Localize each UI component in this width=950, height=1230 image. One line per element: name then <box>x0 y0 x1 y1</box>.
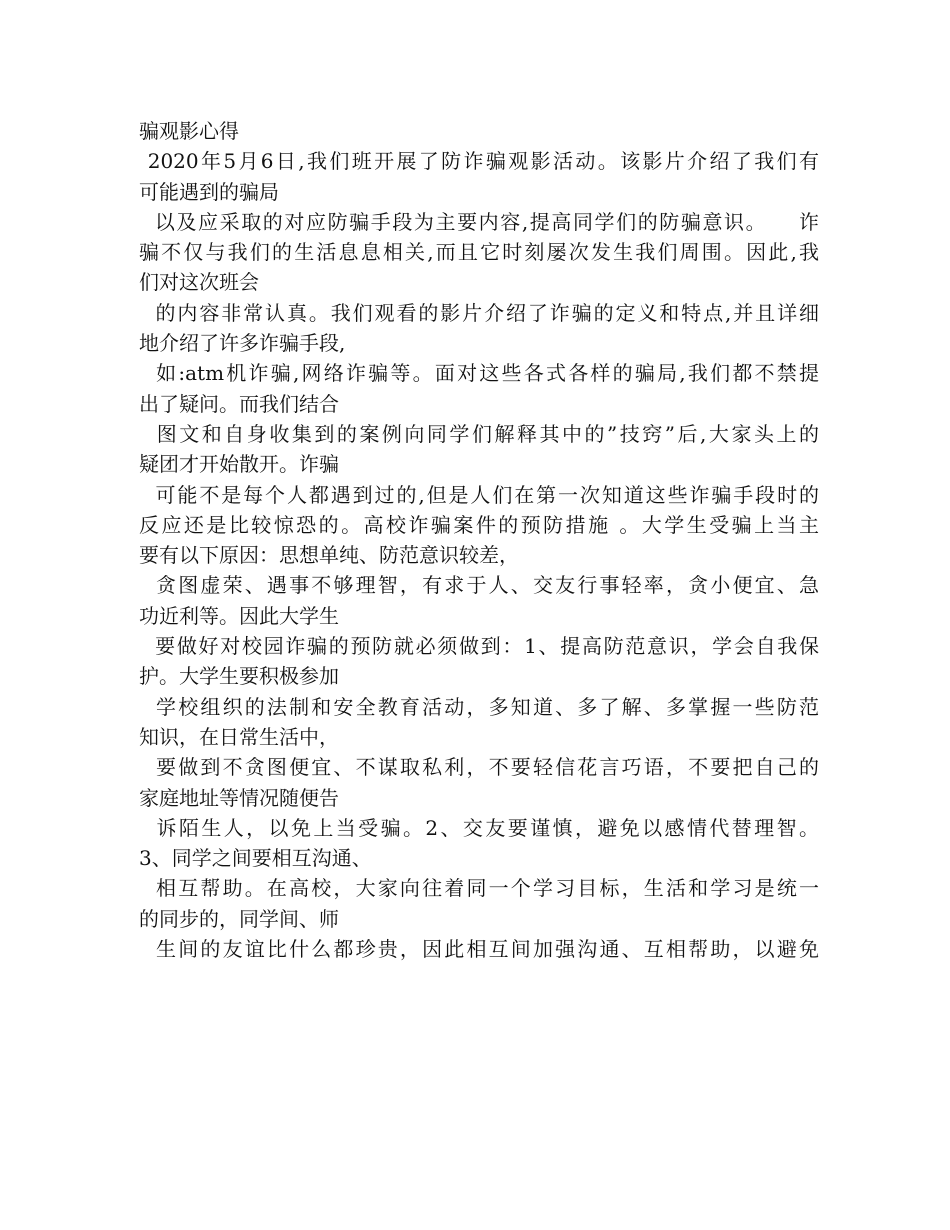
text-line: 2020年5月6日,我们班开展了防诈骗观影活动。该影片介绍了我们有 <box>139 149 819 174</box>
text-line: 要做到不贪图便宜、不谋取私利，不要轻信花言巧语，不要把自己的 <box>139 755 819 780</box>
text-line: 可能遇到的骗局 <box>139 179 279 204</box>
text-line: 疑团才开始散开。诈骗 <box>139 452 339 477</box>
text-line: 出了疑问。而我们结合 <box>139 391 339 416</box>
text-line: 要有以下原因：思想单纯、防范意识较差， <box>139 543 519 568</box>
text-line: 要做好对校园诈骗的预防就必须做到：1、提高防范意识，学会自我保 <box>139 634 819 659</box>
text-line: 知识，在日常生活中， <box>139 724 339 749</box>
text-line: 相互帮助。在高校，大家向往着同一个学习目标，生活和学习是统一 <box>139 876 819 901</box>
text-line: 学校组织的法制和安全教育活动，多知道、多了解、多掌握一些防范 <box>139 694 819 719</box>
text-line: 的内容非常认真。我们观看的影片介绍了诈骗的定义和特点,并且详细 <box>139 300 819 325</box>
text-line: 们对这次班会 <box>139 270 259 295</box>
text-line: 以及应采取的对应防骗手段为主要内容,提高同学们的防骗意识。 诈 <box>139 209 819 234</box>
text-line: 地介绍了许多诈骗手段, <box>139 331 346 356</box>
document-body <box>139 116 819 964</box>
text-line: 图文和自身收集到的案例向同学们解释其中的”技窍”后,大家头上的 <box>139 421 819 446</box>
text-line: 贪图虚荣、遇事不够理智，有求于人、交友行事轻率，贪小便宜、急 <box>139 573 819 598</box>
text-line: 反应还是比较惊恐的。高校诈骗案件的预防措施 。大学生受骗上当主 <box>139 512 819 537</box>
text-line: 诉陌生人，以免上当受骗。2、交友要谨慎，避免以感情代替理智。 <box>139 815 819 840</box>
text-line: 3、同学之间要相互沟通、 <box>139 846 372 871</box>
text-line: 护。大学生要积极参加 <box>139 664 339 689</box>
text-line: 功近利等。因此大学生 <box>139 603 339 628</box>
text-line: 家庭地址等情况随便告 <box>139 785 339 810</box>
text-line: 骗不仅与我们的生活息息相关,而且它时刻屡次发生我们周围。因此,我 <box>139 240 819 265</box>
text-line: 生间的友谊比什么都珍贵，因此相互间加强沟通、互相帮助，以避免 <box>139 937 819 962</box>
text-line: 的同步的，同学间、师 <box>139 906 339 931</box>
text-line: 如:atm机诈骗,网络诈骗等。面对这些各式各样的骗局,我们都不禁提 <box>139 361 819 386</box>
document-title: 骗观影心得 <box>139 119 239 143</box>
text-line: 可能不是每个人都遇到过的,但是人们在第一次知道这些诈骗手段时的 <box>139 482 819 507</box>
